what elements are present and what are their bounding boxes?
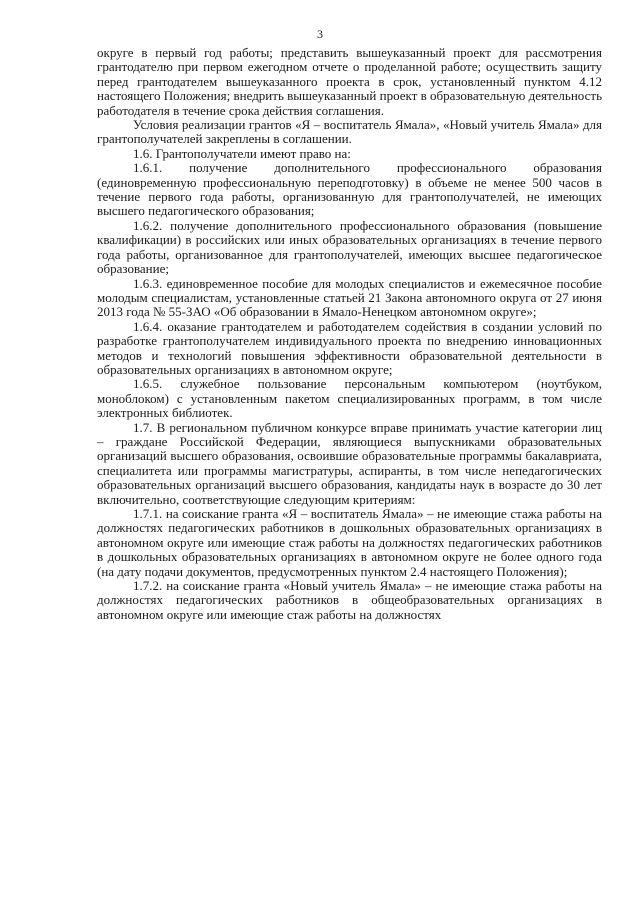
- paragraph-1-7: 1.7. В региональном публичном конкурсе вправе принимать участие категории лиц – граждане Российской Федерации, являющиеся выпускниками образовательных организаций высшего образования, освоившие образовательные программы бакалавриата, специалитета или программы магистратуры, аспиранты, в том числе непедагогических образовательных организаций высшего образования, кандидаты наук в возрасте до 30 лет включительно, соответствующие следующим критериям:: [97, 419, 602, 507]
- paragraph-1-7-1: 1.7.1. на соискание гранта «Я – воспитатель Ямала» – не имеющие стажа работы на должностях педагогических работников в дошкольных образовательных организациях в автономном округе или имеющие стаж работы на должностях педагогических работников в дошкольных образовательных организациях в автономном округе не более одного года (на дату подачи документов, предусмотренных пунктом 2.4 настоящего Положения);: [97, 506, 602, 579]
- paragraph-continuation: округе в первый год работы; представить вышеуказанный проект для рассмотрения грантодателю при первом ежегодном отчете о проделанной работе; осуществить защиту перед грантодателем вышеуказанного проекта в срок, установленный пунктом 4.12 настоящего Положения; внедрить вышеуказанный проект в образовательную деятельность работодателя в течение срока действия соглашения.: [97, 45, 602, 118]
- paragraph-1-6-2: 1.6.2. получение дополнительного профессионального образования (повышение квалификации) в российских или иных образовательных организациях в течение первого года работы, организованное для грантополучателей, имеющих высшее педагогическое образование;: [97, 217, 602, 277]
- paragraph-grant-conditions: Условия реализации грантов «Я – воспитатель Ямала», «Новый учитель Ямала» для грантополучателей закреплены в соглашении.: [97, 117, 602, 147]
- paragraph-1-7-2: 1.7.2. на соискание гранта «Новый учитель Ямала» – не имеющие стажа работы на должностях педагогических работников в общеобразовательных организациях в автономном округе или имеющие стаж работы на должностях: [97, 578, 602, 622]
- page-number: 3: [317, 27, 323, 41]
- document-body: [97, 46, 602, 622]
- paragraph-1-6: 1.6. Грантополучатели имеют право на:: [133, 145, 351, 161]
- paragraph-1-6-5: 1.6.5. служебное пользование персональным компьютером (ноутбуком, моноблоком) с установленным пакетом специализированных программ, в том числе электронных библиотек.: [97, 376, 602, 421]
- paragraph-1-6-1: 1.6.1. получение дополнительного профессионального образования (единовременную профессиональную переподготовку) в объеме не менее 500 часов в течение первого года работы, организованную для грантополучателей, не имеющих высшего педагогического образования;: [97, 160, 602, 219]
- paragraph-1-6-3: 1.6.3. единовременное пособие для молодых специалистов и ежемесячное пособие молодым специалистам, установленные статьей 21 Закона автономного округа от 27 июня 2013 года № 55-ЗАО «Об образовании в Ямало-Ненецком автономном округе»;: [97, 275, 602, 320]
- paragraph-1-6-4: 1.6.4. оказание грантодателем и работодателем содействия в создании условий по разработке грантополучателем индивидуального проекта по внедрению инновационных методов и технологий повышения эффективности образовательной деятельности в образовательных организациях в автономном округе;: [97, 318, 602, 377]
